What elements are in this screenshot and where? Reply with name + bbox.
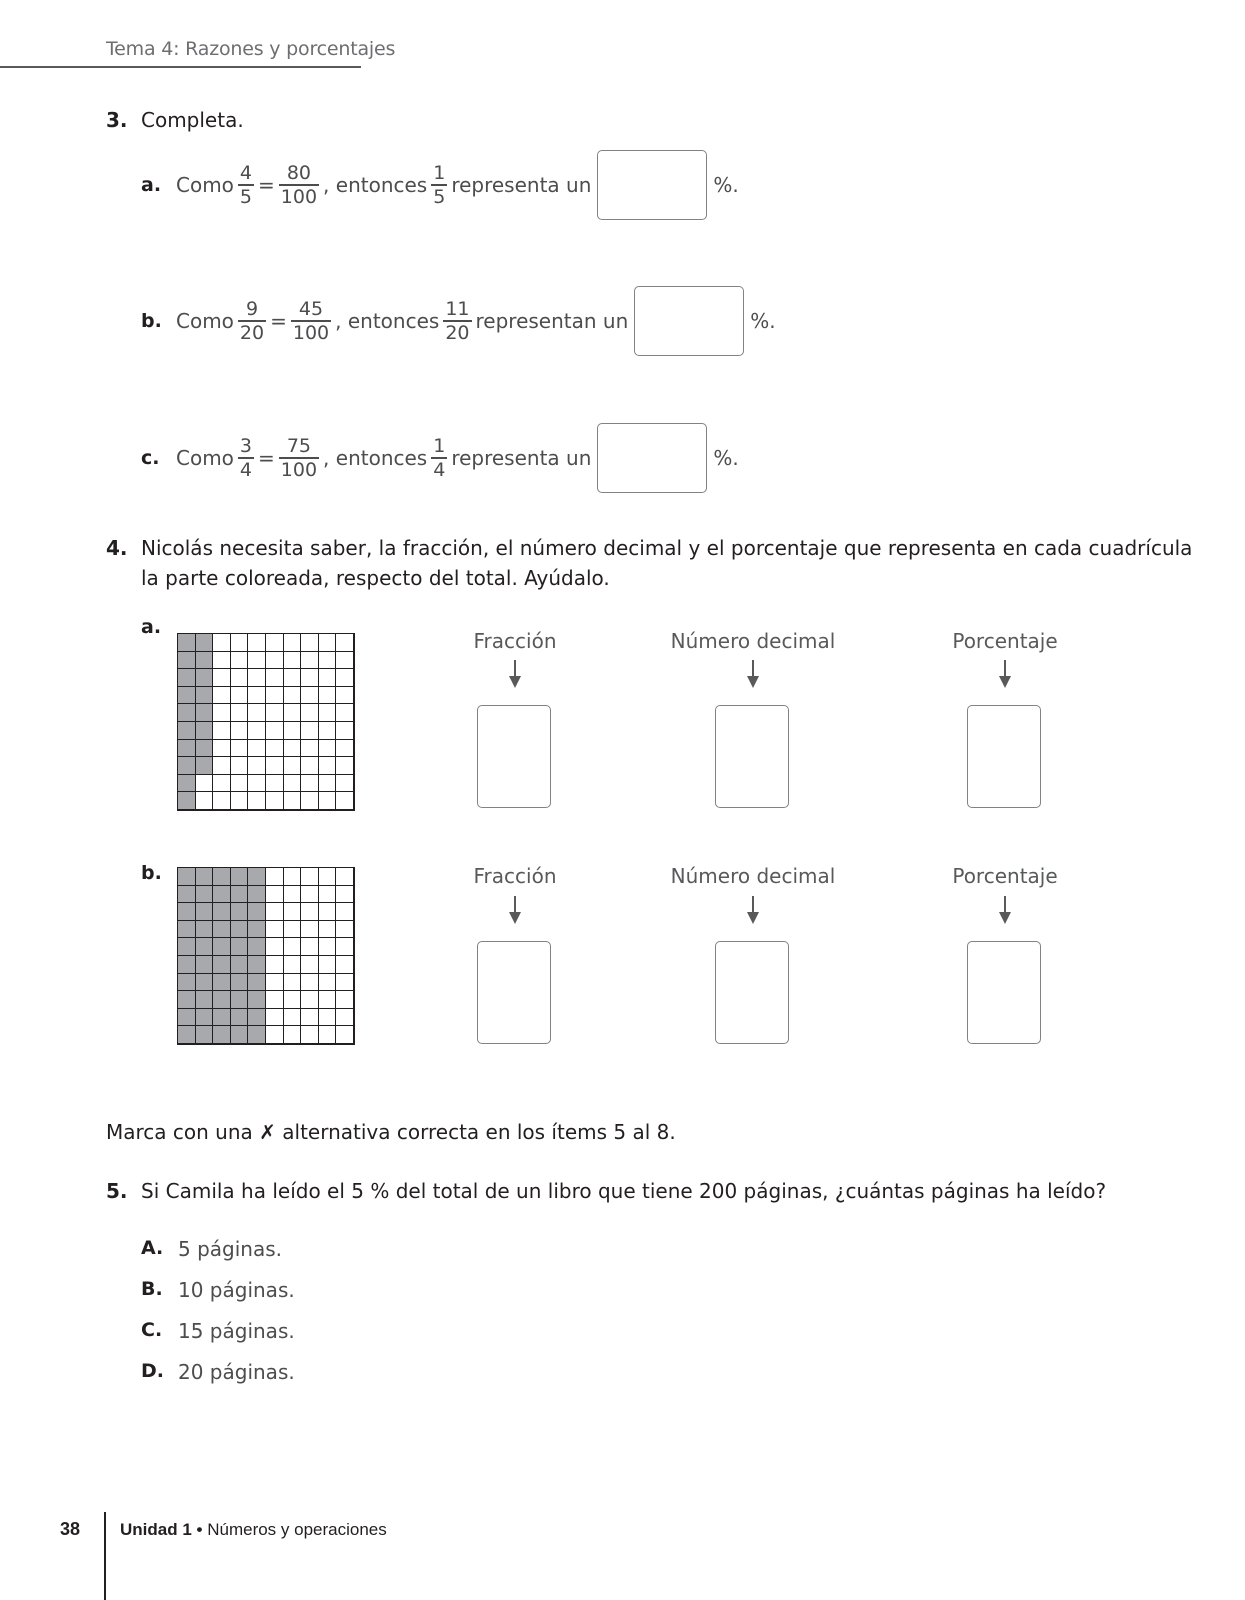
grid-cell [248,792,266,810]
grid-cell-shaded [248,938,266,956]
grid-cell [284,634,302,652]
grid-cell [213,669,231,687]
grid-cell [231,669,249,687]
grid-cell [319,1026,337,1044]
grid-cell-shaded [178,921,196,939]
entonces-text: , entonces [323,173,428,197]
grid-cell [301,921,319,939]
grid-cell [301,792,319,810]
running-header: Tema 4: Razones y porcentajes [106,38,396,60]
grid-cell [266,921,284,939]
grid-cell-shaded [196,704,214,722]
grid-cell [231,775,249,793]
numerator: 80 [286,162,311,185]
grid-cell [284,792,302,810]
grid-cell-shaded [178,792,196,810]
numerator: 1 [433,162,446,185]
grid-cell [319,740,337,758]
grid-cell-shaded [248,886,266,904]
grid-cell [336,938,354,956]
grid-cell [248,722,266,740]
grid-cell-shaded [196,868,214,886]
grid-cell [301,722,319,740]
grid-cell-shaded [178,991,196,1009]
grid-cell [336,634,354,652]
answer-box[interactable] [634,286,744,356]
grid-cell-shaded [248,921,266,939]
grid-cell [284,938,302,956]
grid-cell-shaded [248,991,266,1009]
option-d-letter: D. [141,1360,164,1382]
numerator: 9 [245,298,259,321]
grid-cell [319,903,337,921]
grid-cell [248,775,266,793]
grid-cell-shaded [213,868,231,886]
fraction-target [443,298,471,343]
header-rule [0,66,361,68]
grid-cell [266,938,284,956]
grid-cell [319,757,337,775]
grid-cell-shaded [231,956,249,974]
grid-cell [284,886,302,904]
grid-cell [213,634,231,652]
fraction-left [238,298,266,343]
grid-cell [319,652,337,670]
grid-cell [301,956,319,974]
grid-cell-shaded [231,1009,249,1027]
grid-cell-shaded [178,722,196,740]
option-b-letter: B. [141,1278,163,1300]
percent-sign: %. [750,309,776,333]
grid-cell-shaded [213,1026,231,1044]
grid-cell [301,974,319,992]
grid-cell [231,722,249,740]
grid-cell [336,740,354,758]
grid-cell [284,669,302,687]
grid-cell [213,687,231,705]
q4a-grid [177,633,355,811]
grid-cell [336,775,354,793]
option-d-text[interactable]: 20 páginas. [178,1360,295,1384]
fraction-hundredths [291,298,331,343]
grid-cell [231,740,249,758]
grid-cell [301,652,319,670]
grid-cell-shaded [213,886,231,904]
grid-cell [284,921,302,939]
grid-cell-shaded [196,1009,214,1027]
q4-text-line2: la parte coloreada, respecto del total. Ayúdalo. [141,566,610,590]
grid-cell [266,669,284,687]
denominator: 4 [433,458,446,481]
fraction-left [238,162,254,207]
grid-cell [319,634,337,652]
grid-cell [319,991,337,1009]
grid-cell [266,991,284,1009]
footer-rule [104,1512,106,1600]
grid-cell-shaded [196,757,214,775]
phrase-text: representa un [451,173,592,197]
denominator: 20 [445,321,470,344]
grid-cell [336,974,354,992]
grid-cell [248,652,266,670]
q4b-label-decimal: Número decimal [670,864,836,888]
q3-item-a [141,150,739,220]
grid-cell [284,704,302,722]
grid-cell-shaded [213,1009,231,1027]
q4a-porcentaje-box[interactable] [967,705,1041,808]
grid-cell-shaded [231,938,249,956]
grid-cell [248,669,266,687]
grid-cell-shaded [213,956,231,974]
entonces-text: , entonces [323,446,428,470]
option-a-text[interactable]: 5 páginas. [178,1237,282,1261]
grid-cell-shaded [178,652,196,670]
fraction-hundredths [279,435,319,480]
grid-cell [336,792,354,810]
fraction-target [431,162,447,207]
grid-cell-shaded [248,903,266,921]
grid-cell-shaded [213,903,231,921]
phrase-text: representa un [451,446,592,470]
grid-cell [266,740,284,758]
grid-cell [284,722,302,740]
grid-cell-shaded [178,1026,196,1044]
q3-title: Completa. [141,108,244,132]
grid-cell [266,775,284,793]
q4b-letter: b. [141,862,162,884]
numerator: 75 [286,435,311,458]
grid-cell-shaded [196,669,214,687]
grid-cell [284,974,302,992]
grid-cell-shaded [231,886,249,904]
grid-cell [196,775,214,793]
q4-number: 4. [106,536,128,560]
grid-cell-shaded [196,903,214,921]
grid-cell [301,991,319,1009]
grid-cell [284,740,302,758]
percent-sign: %. [713,446,739,470]
grid-cell [301,757,319,775]
grid-cell [336,991,354,1009]
numerator: 1 [433,435,446,458]
grid-cell [266,956,284,974]
footer-label [120,1520,387,1540]
instructions-prefix: Marca con una [106,1120,253,1144]
grid-cell [284,868,302,886]
grid-cell [336,652,354,670]
grid-cell-shaded [196,886,214,904]
grid-cell [336,757,354,775]
grid-cell [336,921,354,939]
grid-cell-shaded [178,634,196,652]
grid-cell [301,868,319,886]
grid-cell-shaded [196,956,214,974]
grid-cell [319,886,337,904]
grid-cell [284,956,302,974]
grid-cell-shaded [196,938,214,956]
answer-box[interactable] [597,150,707,220]
denominator: 5 [239,185,253,208]
denominator: 100 [280,185,318,208]
grid-cell-shaded [248,974,266,992]
denominator: 100 [292,321,330,344]
grid-cell [319,1009,337,1027]
x-mark-icon: ✗ [259,1120,276,1144]
grid-cell [284,903,302,921]
grid-cell-shaded [213,974,231,992]
percent-sign: %. [713,173,739,197]
grid-cell [231,687,249,705]
q3-item-b [141,286,776,356]
grid-cell [284,991,302,1009]
grid-cell [336,669,354,687]
grid-cell [248,757,266,775]
grid-cell [248,634,266,652]
grid-cell [248,687,266,705]
q3-item-c [141,423,739,493]
q4b-decimal-box[interactable] [715,941,789,1044]
q4a-fraccion-box[interactable] [477,705,551,808]
grid-cell [319,921,337,939]
denominator: 5 [433,185,446,208]
grid-cell [319,974,337,992]
q4b-porcentaje-box[interactable] [967,941,1041,1044]
grid-cell-shaded [178,903,196,921]
fraction-hundredths [279,162,319,207]
grid-cell [319,938,337,956]
grid-cell [319,722,337,740]
como-text: Como [176,446,234,470]
grid-cell-shaded [178,956,196,974]
grid-cell-shaded [213,921,231,939]
option-a-letter: A. [141,1237,164,1259]
grid-cell [231,757,249,775]
numerator: 3 [239,435,253,458]
grid-cell-shaded [196,921,214,939]
q4b-fraccion-box[interactable] [477,941,551,1044]
grid-cell-shaded [231,1026,249,1044]
phrase-text: representan un [475,309,629,333]
instructions-suffix: alternativa correcta en los ítems 5 al 8. [282,1120,676,1144]
grid-cell [266,757,284,775]
entonces-text: , entonces [335,309,440,333]
grid-cell-shaded [196,1026,214,1044]
grid-cell [266,903,284,921]
grid-cell [213,652,231,670]
grid-cell-shaded [178,1009,196,1027]
grid-cell-shaded [178,704,196,722]
como-text: Como [176,173,234,197]
grid-cell-shaded [178,687,196,705]
q4a-decimal-box[interactable] [715,705,789,808]
grid-cell [301,740,319,758]
grid-cell-shaded [178,886,196,904]
item-letter: c. [141,447,160,469]
grid-cell [284,652,302,670]
grid-cell [284,775,302,793]
numerator: 4 [239,162,253,185]
numerator: 45 [298,298,324,321]
grid-cell [266,886,284,904]
grid-cell [301,704,319,722]
grid-cell [301,1009,319,1027]
grid-cell [248,704,266,722]
grid-cell [319,669,337,687]
footer-unit: Unidad 1 [120,1520,192,1539]
grid-cell [213,757,231,775]
instructions [106,1120,676,1144]
option-c-text[interactable]: 15 páginas. [178,1319,295,1343]
grid-cell [319,956,337,974]
grid-cell-shaded [213,938,231,956]
grid-cell [266,704,284,722]
grid-cell-shaded [248,868,266,886]
grid-cell [266,634,284,652]
q5-question: Si Camila ha leído el 5 % del total de un libro que tiene 200 páginas, ¿cuántas páginas ha leído? [141,1179,1107,1203]
grid-cell-shaded [231,991,249,1009]
q3-number: 3. [106,108,128,132]
grid-cell-shaded [178,974,196,992]
q5-number: 5. [106,1179,128,1203]
grid-cell [319,775,337,793]
grid-cell-shaded [178,757,196,775]
grid-cell-shaded [248,1009,266,1027]
grid-cell [266,1009,284,1027]
grid-cell [213,792,231,810]
grid-cell [284,757,302,775]
grid-cell [336,722,354,740]
grid-cell [284,1026,302,1044]
denominator: 4 [239,458,253,481]
footer-topic: Números y operaciones [207,1520,387,1539]
equals-sign: = [258,173,275,197]
answer-box[interactable] [597,423,707,493]
grid-cell-shaded [196,740,214,758]
fraction-left [238,435,254,480]
equals-sign: = [258,446,275,470]
grid-cell [266,687,284,705]
grid-cell [301,938,319,956]
q4a-label-decimal: Número decimal [670,629,836,653]
grid-cell [336,704,354,722]
grid-cell-shaded [196,722,214,740]
grid-cell [266,868,284,886]
grid-cell-shaded [196,991,214,1009]
grid-cell [213,775,231,793]
grid-cell [336,868,354,886]
grid-cell [301,1026,319,1044]
q4b-label-porcentaje: Porcentaje [952,864,1058,888]
grid-cell [266,652,284,670]
option-b-text[interactable]: 10 páginas. [178,1278,295,1302]
grid-cell [284,687,302,705]
grid-cell-shaded [178,938,196,956]
q4b-label-fraccion: Fracción [473,864,557,888]
grid-cell [266,722,284,740]
q4a-label-fraccion: Fracción [473,629,557,653]
grid-cell [319,792,337,810]
grid-cell [196,792,214,810]
footer-separator: • [196,1520,203,1539]
grid-cell-shaded [231,974,249,992]
grid-cell [266,974,284,992]
grid-cell-shaded [178,775,196,793]
grid-cell-shaded [231,868,249,886]
q4a-letter: a. [141,616,162,638]
grid-cell [336,886,354,904]
grid-cell-shaded [178,669,196,687]
item-letter: b. [141,310,162,332]
grid-cell-shaded [196,652,214,670]
grid-cell [231,652,249,670]
grid-cell [266,792,284,810]
grid-cell [336,1026,354,1044]
grid-cell [336,1009,354,1027]
grid-cell [213,722,231,740]
grid-cell-shaded [248,1026,266,1044]
grid-cell [213,740,231,758]
grid-cell [301,687,319,705]
numerator: 11 [445,298,470,321]
equals-sign: = [270,309,287,333]
grid-cell-shaded [248,956,266,974]
page-number: 38 [60,1519,81,1539]
grid-cell-shaded [213,991,231,1009]
grid-cell [336,687,354,705]
grid-cell [231,792,249,810]
denominator: 20 [239,321,265,344]
q4a-label-porcentaje: Porcentaje [952,629,1058,653]
grid-cell [336,956,354,974]
grid-cell-shaded [178,740,196,758]
grid-cell [284,1009,302,1027]
grid-cell [301,669,319,687]
grid-cell [301,903,319,921]
grid-cell-shaded [196,687,214,705]
grid-cell-shaded [196,634,214,652]
grid-cell-shaded [196,974,214,992]
grid-cell [248,740,266,758]
fraction-target [431,435,447,480]
option-c-letter: C. [141,1319,163,1341]
grid-cell-shaded [231,903,249,921]
item-letter: a. [141,174,162,196]
grid-cell-shaded [231,921,249,939]
q4-text-line1: Nicolás necesita saber, la fracción, el número decimal y el porcentaje que representa en cada cuadrícula [141,536,1193,560]
grid-cell [231,704,249,722]
grid-cell [301,634,319,652]
grid-cell [319,868,337,886]
q4b-grid [177,867,355,1045]
grid-cell [231,634,249,652]
grid-cell [301,775,319,793]
grid-cell [319,687,337,705]
grid-cell [319,704,337,722]
grid-cell [301,886,319,904]
grid-cell [213,704,231,722]
grid-cell [266,1026,284,1044]
como-text: Como [176,309,234,333]
grid-cell-shaded [178,868,196,886]
denominator: 100 [280,458,318,481]
grid-cell [336,903,354,921]
